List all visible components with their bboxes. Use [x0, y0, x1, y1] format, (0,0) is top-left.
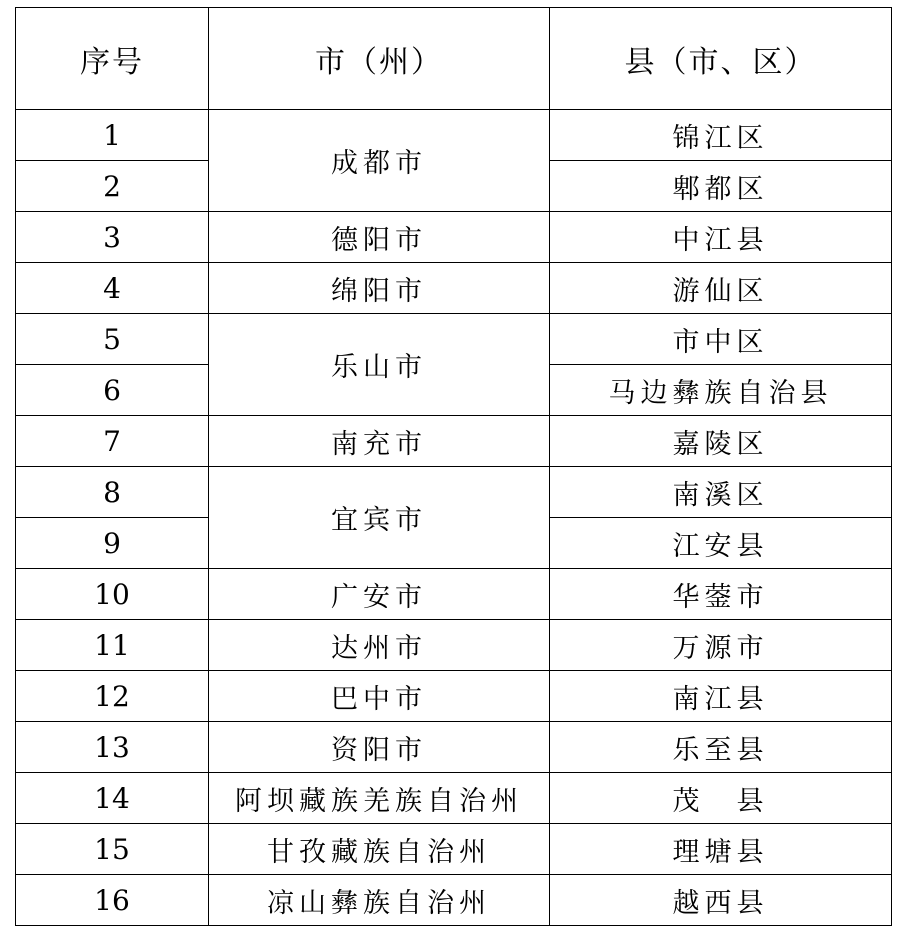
- row-no: 6: [16, 365, 209, 416]
- table-row: [16, 824, 892, 875]
- row-county: 嘉陵区: [550, 416, 892, 467]
- table-row: [16, 314, 892, 365]
- row-city: 资阳市: [209, 722, 550, 773]
- row-city: 广安市: [209, 569, 550, 620]
- row-county: 乐至县: [550, 722, 892, 773]
- row-county: 游仙区: [550, 263, 892, 314]
- row-no: 1: [16, 110, 209, 161]
- row-no: 16: [16, 875, 209, 926]
- table-row: [16, 416, 892, 467]
- row-county: 马边彝族自治县: [550, 365, 892, 416]
- row-county: 理塘县: [550, 824, 892, 875]
- row-city: 巴中市: [209, 671, 550, 722]
- row-county: 市中区: [550, 314, 892, 365]
- header-row: [16, 8, 892, 110]
- row-no: 2: [16, 161, 209, 212]
- row-county: 南溪区: [550, 467, 892, 518]
- row-no: 15: [16, 824, 209, 875]
- row-county: 南江县: [550, 671, 892, 722]
- row-county: 万源市: [550, 620, 892, 671]
- row-county: 华蓥市: [550, 569, 892, 620]
- row-city: 绵阳市: [209, 263, 550, 314]
- row-no: 12: [16, 671, 209, 722]
- table-row: [16, 620, 892, 671]
- row-no: 13: [16, 722, 209, 773]
- row-city: 达州市: [209, 620, 550, 671]
- table-row: [16, 773, 892, 824]
- table-row: [16, 212, 892, 263]
- row-city: 宜宾市: [209, 467, 550, 569]
- row-city: 凉山彝族自治州: [209, 875, 550, 926]
- row-no: 3: [16, 212, 209, 263]
- table-row: [16, 263, 892, 314]
- table-row: [16, 722, 892, 773]
- row-no: 5: [16, 314, 209, 365]
- table-row: [16, 671, 892, 722]
- row-no: 14: [16, 773, 209, 824]
- row-city: 南充市: [209, 416, 550, 467]
- row-county: 锦江区: [550, 110, 892, 161]
- row-county: 茂 县: [550, 773, 892, 824]
- county-list-table: [15, 7, 892, 926]
- table-row: [16, 467, 892, 518]
- row-county: 郫都区: [550, 161, 892, 212]
- row-no: 10: [16, 569, 209, 620]
- row-no: 8: [16, 467, 209, 518]
- row-city: 德阳市: [209, 212, 550, 263]
- row-city: 阿坝藏族羌族自治州: [209, 773, 550, 824]
- table-row: [16, 110, 892, 161]
- header-no: 序号: [16, 8, 209, 110]
- header-county: 县（市、区）: [550, 8, 892, 110]
- row-no: 7: [16, 416, 209, 467]
- table-row: [16, 569, 892, 620]
- row-no: 4: [16, 263, 209, 314]
- row-city: 甘孜藏族自治州: [209, 824, 550, 875]
- row-county: 江安县: [550, 518, 892, 569]
- row-city: 成都市: [209, 110, 550, 212]
- row-no: 9: [16, 518, 209, 569]
- row-no: 11: [16, 620, 209, 671]
- row-county: 中江县: [550, 212, 892, 263]
- table-row: [16, 875, 892, 926]
- row-county: 越西县: [550, 875, 892, 926]
- row-city: 乐山市: [209, 314, 550, 416]
- header-city: 市（州）: [209, 8, 550, 110]
